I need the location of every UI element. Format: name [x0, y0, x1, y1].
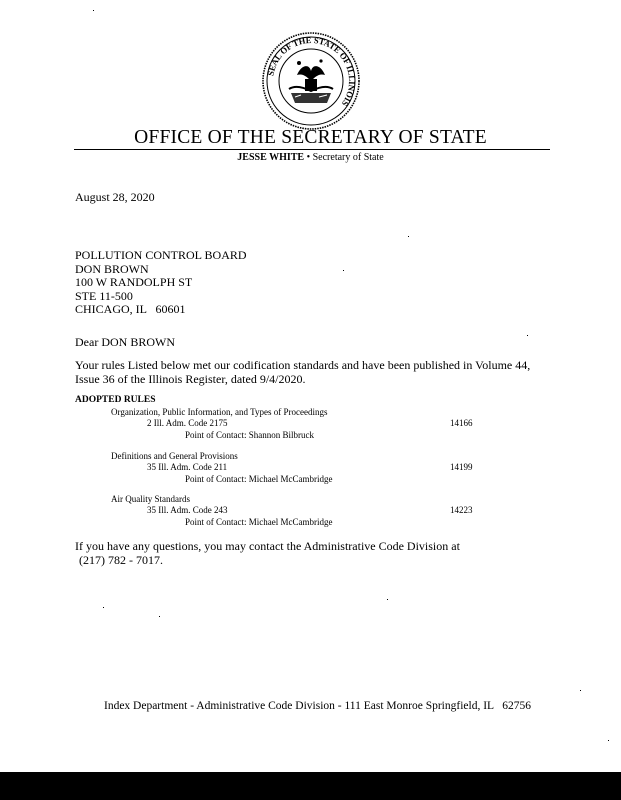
office-title: OFFICE OF THE SECRETARY OF STATE: [134, 127, 487, 148]
adopted-rules-heading: ADOPTED RULES: [75, 395, 156, 405]
address-line: DON BROWN: [75, 261, 149, 276]
scan-speck: [93, 10, 94, 11]
scan-speck: [580, 690, 581, 691]
scan-speck: [387, 599, 388, 600]
address-line: CHICAGO, IL 60601: [75, 302, 186, 317]
letter-date: August 28, 2020: [75, 190, 155, 204]
seal-text: SEAL OF THE STATE OF ILLINOIS: [265, 34, 358, 109]
rule-name: Definitions and General Provisions: [111, 451, 238, 461]
rule-name: Organization, Public Information, and Types of Proceedings: [111, 407, 328, 417]
rule-name: Air Quality Standards: [111, 494, 190, 504]
rule-page: 14166: [450, 418, 473, 428]
footer-address: Index Department - Administrative Code Division - 111 East Monroe Springfield, IL 62756: [103, 700, 532, 712]
scan-speck: [408, 236, 409, 237]
intro-paragraph: [75, 358, 555, 386]
secretary-title: Secretary of State: [312, 152, 384, 163]
rule-contact: Point of Contact: Michael McCambridge: [185, 517, 333, 527]
closing-line: (217) 782 - 7017.: [79, 553, 163, 567]
scan-speck: [608, 740, 609, 741]
intro-line: Issue 36 of the Illinois Register, dated 9/4/2020.: [75, 372, 306, 386]
state-seal-icon: [261, 31, 361, 131]
scan-bottom-bar: [0, 772, 621, 800]
scan-speck: [527, 335, 528, 336]
rule-contact: Point of Contact: Michael McCambridge: [185, 474, 333, 484]
scan-speck: [343, 270, 344, 271]
rule-code: 35 Ill. Adm. Code 211: [147, 462, 228, 472]
rule-contact: Point of Contact: Shannon Bilbruck: [185, 430, 314, 440]
scan-speck: [103, 607, 104, 608]
secretary-name: JESSE WHITE: [237, 152, 305, 163]
intro-line: Your rules Listed below met our codification standards and have been published in Volume 44,: [75, 358, 531, 372]
rule-page: 14223: [450, 505, 473, 515]
address-line: POLLUTION CONTROL BOARD: [75, 248, 247, 262]
secretary-line: [0, 152, 621, 163]
scan-speck: [159, 616, 160, 617]
closing-line: If you have any questions, you may contact the Administrative Code Division at: [75, 539, 460, 553]
closing-paragraph: [75, 539, 460, 567]
salutation: Dear DON BROWN: [75, 335, 175, 349]
rule-code: 2 Ill. Adm. Code 2175: [147, 418, 228, 428]
secretary-separator: •: [304, 152, 313, 163]
rule-page: 14199: [450, 462, 473, 472]
title-divider: [74, 149, 550, 150]
address-line: STE 11-500: [75, 288, 133, 303]
recipient-address: [75, 248, 247, 316]
rule-code: 35 Ill. Adm. Code 243: [147, 505, 228, 515]
address-line: 100 W RANDOLPH ST: [75, 275, 193, 290]
